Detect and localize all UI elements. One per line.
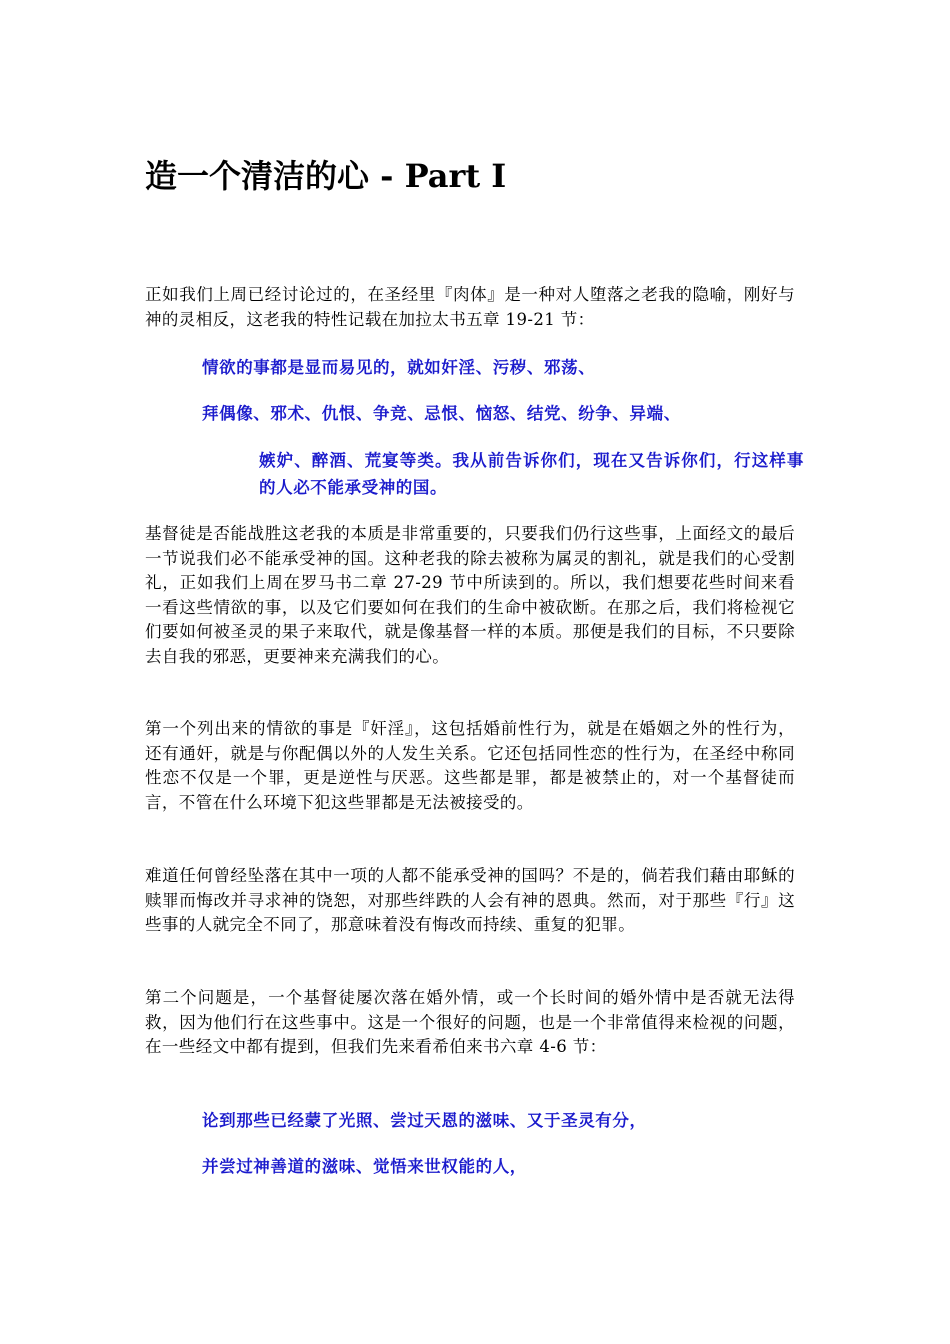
paragraph-fornication: 第一个列出来的情欲的事是『奸淫』，这包括婚前性行为，就是在婚姻之外的性行为，还有通奸，就是与你配偶以外的人发生关系。它还包括同性恋的性行为，在圣经中称同性恋不仅是一个罪，更是逆性与厌恶。这些都是罪，都是被禁止的，对一个基督徒而言，不管在什么环境下犯这些罪都是无法被接受的。 [145, 719, 795, 812]
scripture-quote-line-4: 论到那些已经蒙了光照、尝过天恩的滋味、又于圣灵有分， [202, 1111, 647, 1130]
document-title: 造一个清洁的心 - Part I [145, 157, 507, 195]
paragraph-repentance: 难道任何曾经坠落在其中一项的人都不能承受神的国吗？不是的，倘若我们藉由耶稣的赎罪而悔改并寻求神的饶恕，对那些绊跌的人会有神的恩典。然而，对于那些『行』这些事的人就完全不同了，那意味着没有悔改而持续、重复的犯罪。 [145, 866, 795, 934]
paragraph-circumcision: 基督徒是否能战胜这老我的本质是非常重要的，只要我们仍行这些事，上面经文的最后一节说我们必不能承受神的国。这种老我的除去被称为属灵的割礼，就是我们的心受割礼，正如我们上周在罗马书二章 27-29 节中所读到的。所以，我们想要花些时间来看一看这些情欲的事，以及它们要如何在我们的生命中被砍断。在那之后，我们将检视它们要如何被圣灵的果子来取代，就是像基督一样的本质。那便是我们的目标，不只要除去自我的邪恶，更要神来充满我们的心。 [145, 524, 795, 666]
scripture-quote-line-3: 嫉妒、醉酒、荒宴等类。我从前告诉你们，现在又告诉你们，行这样事的人必不能承受神的国。 [259, 451, 804, 497]
paragraph-second-question: 第二个问题是，一个基督徒屡次落在婚外情，或一个长时间的婚外情中是否就无法得救，因为他们行在这些事中。这是一个很好的问题，也是一个非常值得来检视的问题，在一些经文中都有提到，但我们先来看希伯来书六章 4-6 节： [145, 988, 795, 1056]
scripture-quote-line-2: 拜偶像、邪术、仇恨、争竞、忌恨、恼怒、结党、纷争、异端、 [202, 404, 681, 423]
scripture-quote-line-5: 并尝过神善道的滋味、觉悟来世权能的人， [202, 1157, 527, 1176]
paragraph-intro: 正如我们上周已经讨论过的，在圣经里『肉体』是一种对人堕落之老我的隐喻，刚好与神的灵相反，这老我的特性记载在加拉太书五章 19-21 节： [145, 285, 795, 329]
scripture-quote-line-1: 情欲的事都是显而易见的，就如奸淫、污秽、邪荡、 [202, 358, 596, 377]
